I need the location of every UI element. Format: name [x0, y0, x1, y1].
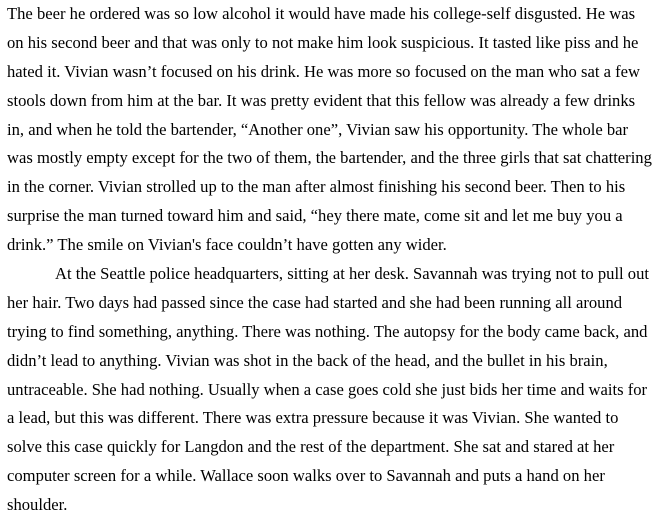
- text-line: computer screen for a while. Wallace soon walks over to Savannah and puts a hand on her: [7, 466, 605, 486]
- text-line: in the corner. Vivian strolled up to the man after almost finishing his second beer. Then to his: [7, 177, 626, 197]
- text-line: trying to find something, anything. There was nothing. The autopsy for the body came back, and: [7, 321, 648, 341]
- text-line: hated it. Vivian wasn’t focused on his drink. He was more so focused on the man who sat a few: [7, 61, 640, 81]
- text-line: was mostly empty except for the two of them, the bartender, and the three girls that sat chattering: [7, 148, 652, 168]
- paragraph-bar-scene: [7, 0, 672, 260]
- text-line: shoulder.: [7, 495, 68, 515]
- paragraph-headquarters-scene: [7, 260, 672, 520]
- text-line: stools down from him at the bar. It was pretty evident that this fellow was already a few drinks: [7, 90, 636, 110]
- text-line-indented: At the Seattle police headquarters, sitting at her desk. Savannah was trying not to pull out: [55, 264, 650, 284]
- text-line: on his second beer and that was only to not make him look suspicious. It tasted like piss and he: [7, 32, 639, 52]
- text-line: surprise the man turned toward him and said, “hey there mate, come sit and let me buy you a: [7, 206, 623, 226]
- text-line: The beer he ordered was so low alcohol it would have made his college-self disgusted. He was: [7, 4, 636, 23]
- text-line: didn’t lead to anything. Vivian was shot in the back of the head, and the bullet in his brain,: [7, 350, 608, 370]
- text-line: solve this case quickly for Langdon and the rest of the department. She sat and stared at her: [7, 437, 615, 457]
- text-line: untraceable. She had nothing. Usually when a case goes cold she just bids her time and waits for: [7, 379, 648, 399]
- text-line: a lead, but this was different. There was extra pressure because it was Vivian. She wanted to: [7, 408, 619, 428]
- text-line: in, and when he told the bartender, “Another one”, Vivian saw his opportunity. The whole bar: [7, 119, 629, 139]
- text-line: drink.” The smile on Vivian's face couldn’t have gotten any wider.: [7, 235, 447, 255]
- text-line: her hair. Two days had passed since the case had started and she had been running all around: [7, 292, 623, 312]
